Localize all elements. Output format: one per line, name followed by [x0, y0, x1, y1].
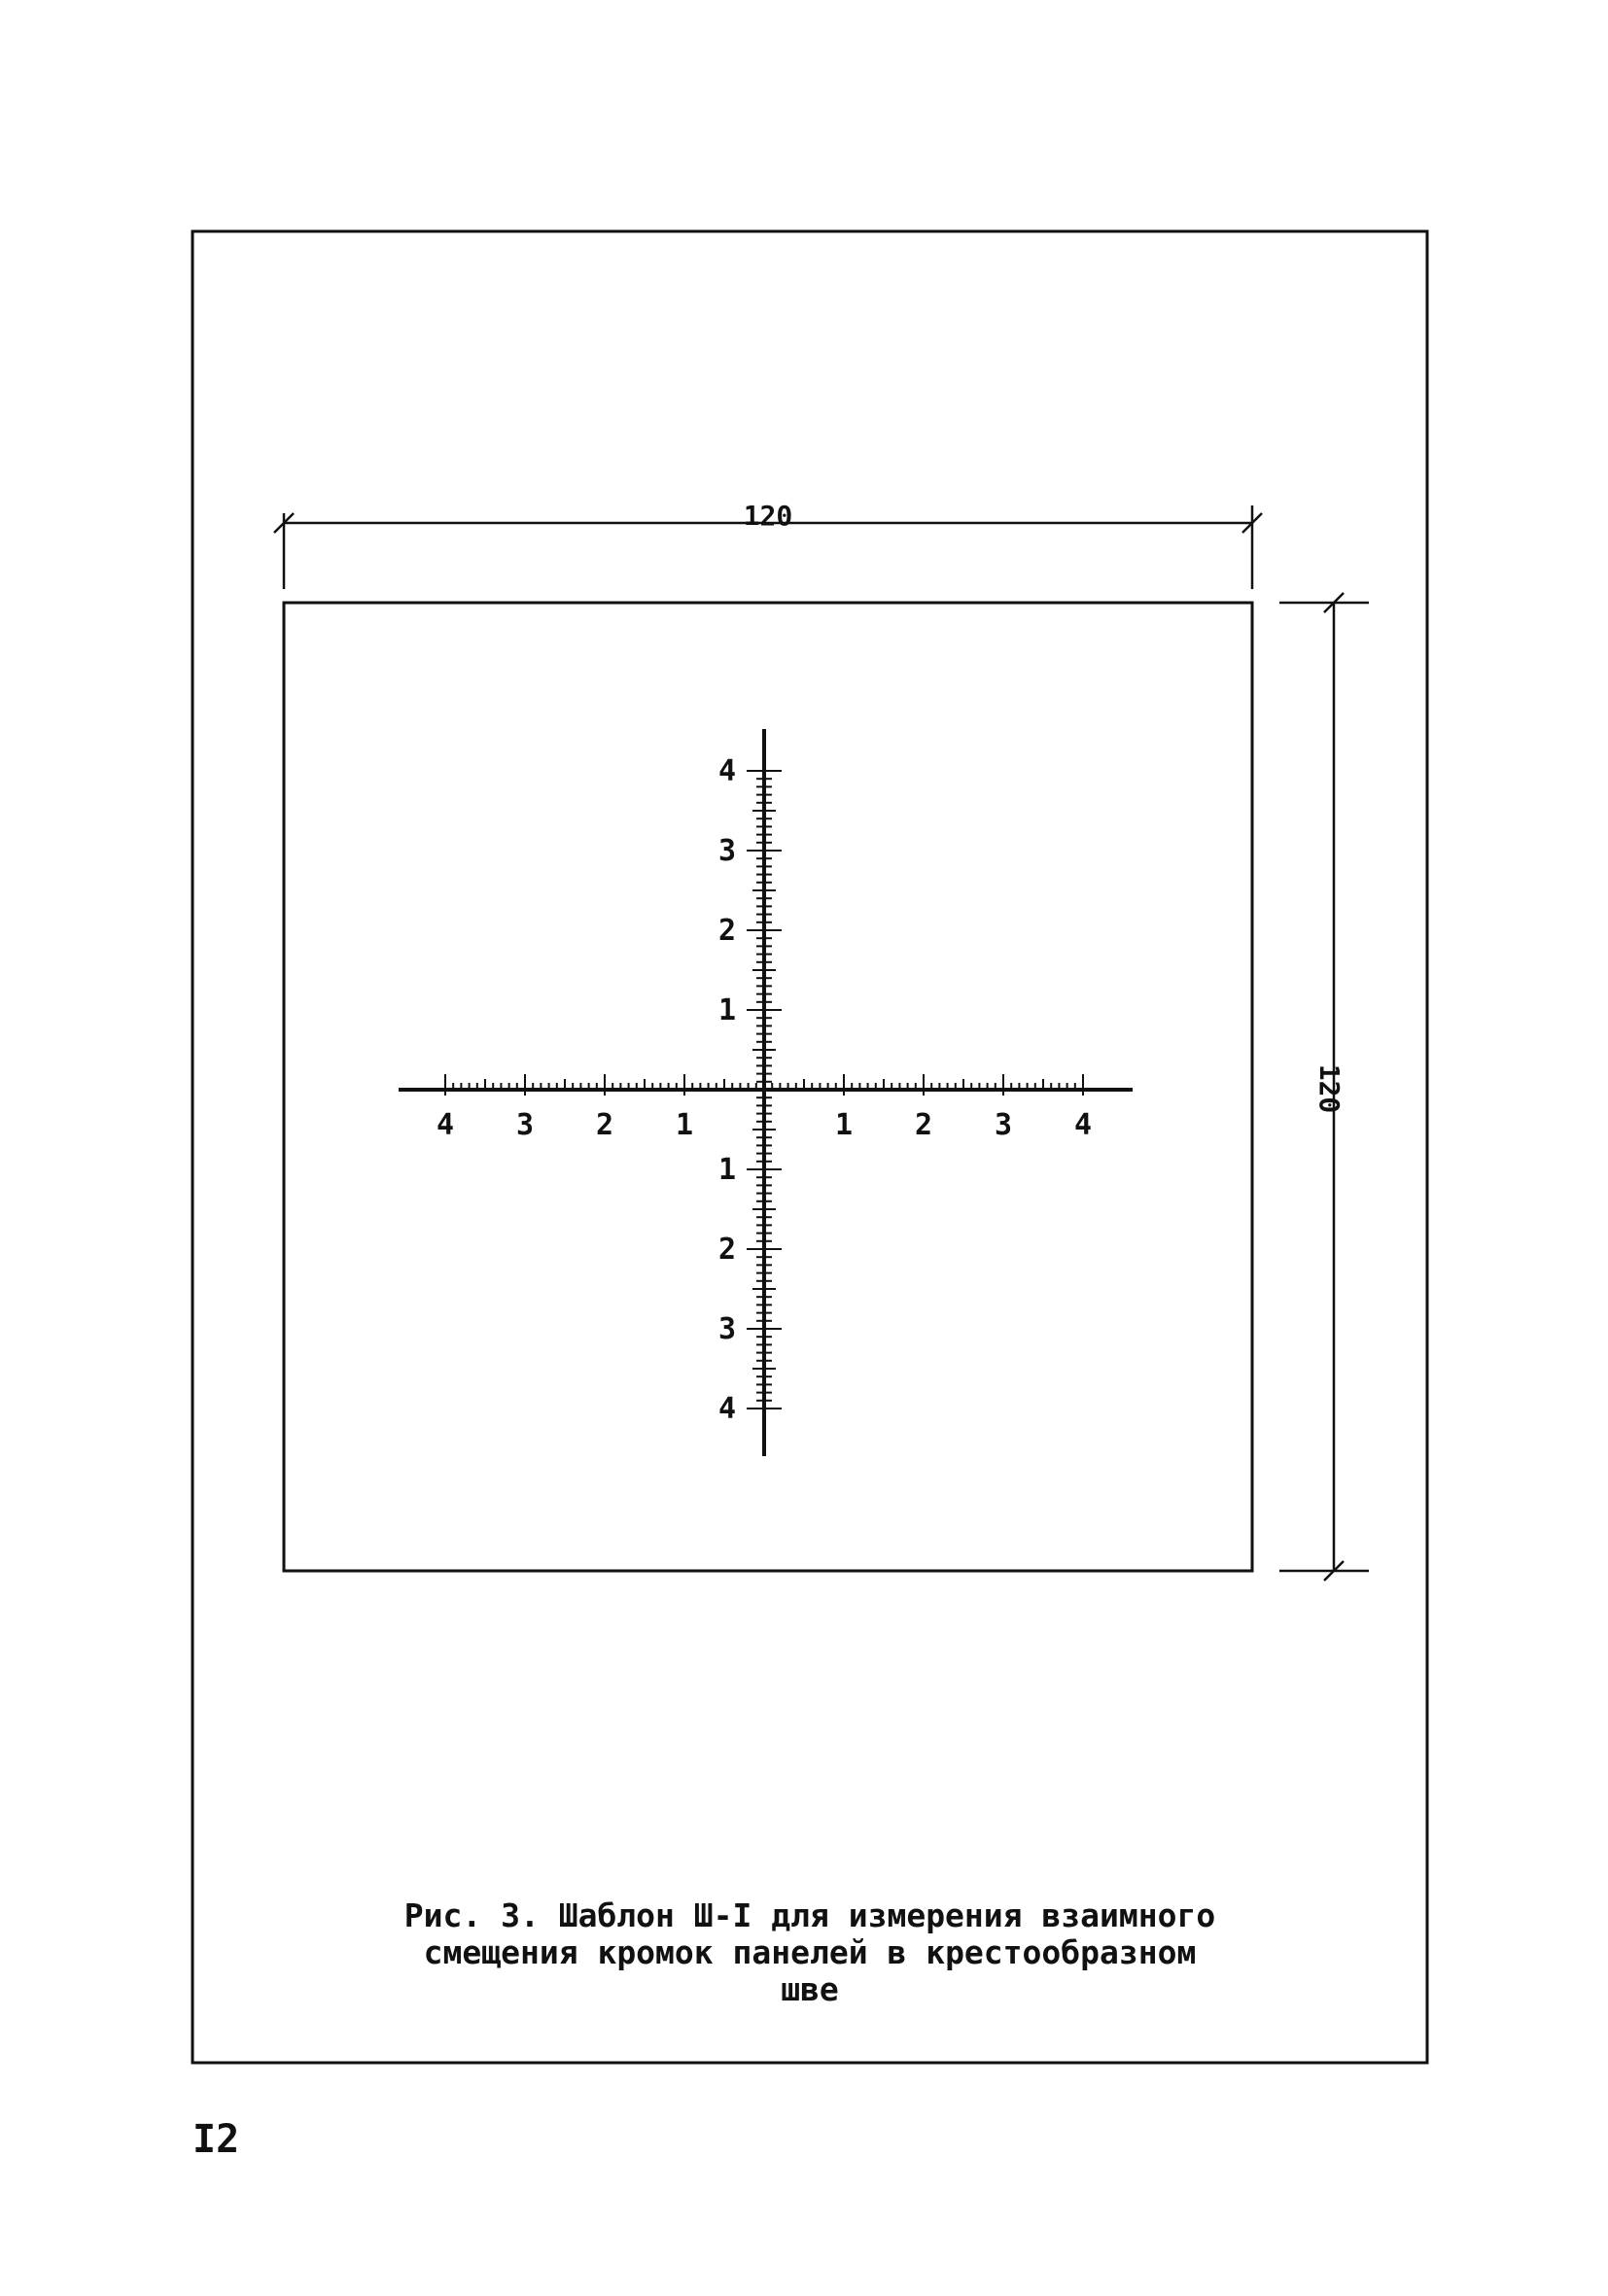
page-frame [192, 231, 1427, 2063]
x-tick-label: 4 [1073, 1108, 1093, 1142]
caption-line-3: шве [781, 1970, 839, 2008]
height-dimension-label: 120 [1313, 1063, 1346, 1114]
x-tick-label: 3 [515, 1108, 535, 1142]
x-tick-label: 2 [595, 1108, 614, 1142]
y-tick-label: 3 [717, 834, 737, 868]
y-tick-label: 1 [717, 993, 737, 1027]
x-tick-label: 4 [436, 1108, 455, 1142]
x-tick-label: 1 [675, 1108, 694, 1142]
crosshair-scale [399, 729, 1133, 1456]
figure-caption [192, 1897, 1427, 2008]
y-tick-label: 1 [717, 1153, 737, 1187]
x-tick-label: 2 [914, 1108, 933, 1142]
y-tick-label: 2 [717, 914, 737, 948]
x-tick-label: 3 [994, 1108, 1013, 1142]
page-number: I2 [192, 2117, 240, 2162]
y-tick-label: 3 [717, 1312, 737, 1346]
y-tick-label: 2 [717, 1233, 737, 1267]
template-outline [284, 603, 1252, 1571]
caption-line-1: Рис. 3. Шаблон Ш-I для измерения взаимного [403, 1896, 1216, 1934]
y-tick-label: 4 [717, 754, 737, 788]
caption-line-2: смещения кромок панелей в крестообразном [423, 1933, 1197, 1971]
y-tick-label: 4 [717, 1392, 737, 1426]
width-dimension-label: 120 [743, 500, 793, 532]
x-tick-label: 1 [834, 1108, 854, 1142]
